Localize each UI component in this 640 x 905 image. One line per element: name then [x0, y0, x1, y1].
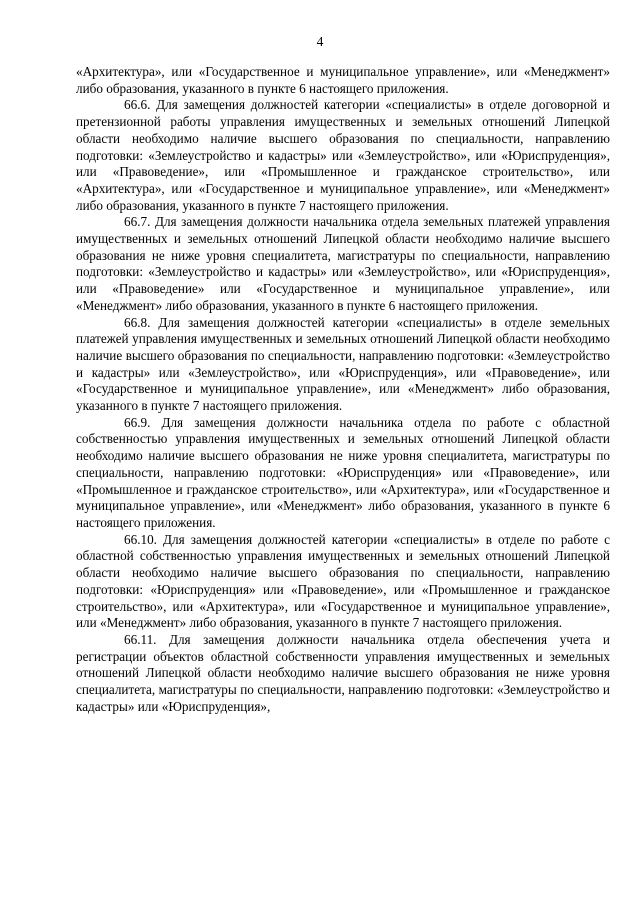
- paragraph-66-11: 66.11. Для замещения должности начальника отдела обеспечения учета и регистрации объектов областной собственности управления имущественных и земельных отношений Липецкой области необходимо наличие высшего образования не ниже уровня специалитета, магистратуры по специальности, направлению подготовки: «Землеустройство и кадастры» или «Юриспруденция»,: [76, 631, 610, 714]
- paragraph-66-7: 66.7. Для замещения должности начальника отдела земельных платежей управления имущественных и земельных отношений Липецкой области необходимо наличие высшего образования не ниже уровня специалитета, магистратуры по специальности, направлению подготовки: «Землеустройство и кадастры» или «Землеустройство», или «Юриспруденция», или «Правоведение» или «Государственное и муниципальное управление», или «Менеджмент» либо образования, указанного в пункте 6 настоящего приложения.: [76, 214, 610, 313]
- paragraph-66-10: 66.10. Для замещения должностей категории «специалисты» в отделе по работе с областной собственностью управления имущественных и земельных отношений Липецкой области необходимо наличие высшего образования по специальности, направлению подготовки: «Юриспруденция» или «Правоведение», или «Промышленное и гражданское строительство», или «Архитектура», или «Государственное и муниципальное управление», или «Менеджмент» либо образования, указанного в пункте 7 настоящего приложения.: [76, 531, 610, 631]
- page-number: 4: [316, 34, 324, 49]
- paragraph-66-9: 66.9. Для замещения должности начальника отдела по работе с областной собственностью управления имущественных и земельных отношений Липецкой области необходимо наличие высшего образования не ниже уровня специалитета, магистратуры по специальности, направлению подготовки: «Юриспруденция» или «Правоведение», или «Промышленное и гражданское строительство», или «Архитектура», или «Государственное и муниципальное управление», или «Менеджмент» либо образования, указанного в пункте 6 настоящего приложения.: [76, 414, 610, 530]
- paragraph-66-6: 66.6. Для замещения должностей категории «специалисты» в отделе договорной и претензионной работы управления имущественных и земельных отношений Липецкой области необходимо наличие высшего образования по специальности, направлению подготовки: «Землеустройство и кадастры» или «Землеустройство», или «Юриспруденция», или «Правоведение», или «Промышленное и гражданское строительство», или «Архитектура», или «Государственное и муниципальное управление», или «Менеджмент» либо образования, указанного в пункте 7 настоящего приложения.: [76, 97, 610, 213]
- paragraph-continuation: «Архитектура», или «Государственное и муниципальное управление», или «Менеджмент» либо образования, указанного в пункте 6 настоящего приложения.: [76, 64, 610, 96]
- paragraph-66-8: 66.8. Для замещения должностей категории «специалисты» в отделе земельных платежей управления имущественных и земельных отношений Липецкой области необходимо наличие высшего образования по специальности, направлению подготовки: «Землеустройство и кадастры» или «Землеустройство», или «Юриспруденция», или «Правоведение», или «Государственное и муниципальное управление», или «Менеджмент» либо образования, указанного в пункте 7 настоящего приложения.: [76, 314, 610, 414]
- document-body: [76, 64, 610, 715]
